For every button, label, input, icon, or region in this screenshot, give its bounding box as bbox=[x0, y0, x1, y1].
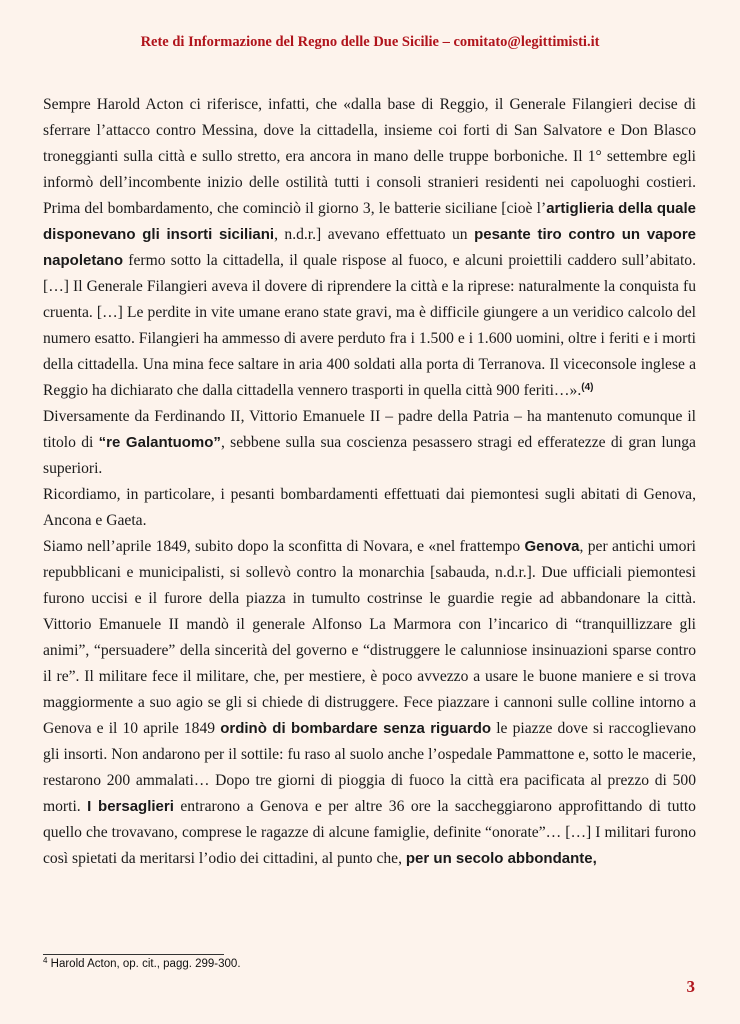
bold-run: per un secolo abbondante, bbox=[405, 850, 597, 867]
paragraph-1 bbox=[43, 92, 696, 404]
text-run: Siamo nell’aprile 1849, subito dopo la sconfitta di Novara, e «nel frattempo bbox=[43, 538, 525, 555]
text-run: , sebbene sulla sua coscienza pesassero stragi ed efferatezze di gran lunga superiori. bbox=[43, 434, 696, 477]
paragraph-2 bbox=[43, 404, 696, 482]
footnote bbox=[43, 958, 241, 970]
page-number: 3 bbox=[686, 977, 695, 996]
bold-run: Genova bbox=[524, 538, 580, 555]
paragraph-4 bbox=[43, 534, 696, 872]
paragraph-3 bbox=[43, 482, 696, 534]
bold-run: I bersaglieri bbox=[87, 798, 174, 815]
text-run: entrarono a Genova e per altre 36 ore la saccheggiarono approfittando di tutto quello che trovavano, comprese le ragazze di alcune famiglie, definite “onorate”… […] I militari furono così spietati da meritarsi l’odio dei cittadini, al punto che, bbox=[43, 798, 696, 867]
bold-run: “re Galantuomo” bbox=[98, 434, 221, 451]
bold-run: artiglieria della quale disponevano gli insorti siciliani bbox=[43, 200, 696, 243]
text-run: Diversamente da Ferdinando II, Vittorio Emanuele II – padre della Patria – ha mantenuto comunque il titolo di bbox=[43, 408, 696, 451]
footnote-reference: (4) bbox=[581, 382, 594, 393]
bold-run: ordinò di bombardare senza riguardo bbox=[220, 720, 492, 737]
text-run: Sempre Harold Acton ci riferisce, infatti, che «dalla base di Reggio, il Generale Filangieri decise di sferrare l’attacco contro Messina, dove la cittadella, insieme coi forti di San Salvatore e Don Blasco troneggianti sulla città e sullo stretto, era ancora in mano delle truppe borboniche. Il 1° settembre egli informò dell’incombente inizio delle ostilità tutti i consoli stranieri residenti nei capoluoghi costieri. Prima del bombardamento, che cominciò il giorno 3, le batterie siciliane [cioè l’ bbox=[43, 96, 696, 217]
body-text bbox=[43, 92, 696, 872]
bold-run: pesante tiro contro un vapore napoletano bbox=[43, 226, 697, 269]
text-run: Ricordiamo, in particolare, i pesanti bombardamenti effettuati dai piemontesi sugli abitati di Genova, Ancona e Gaeta. bbox=[43, 486, 696, 529]
footnote-text: Harold Acton, op. cit., pagg. 299-300. bbox=[47, 958, 241, 970]
text-run: fermo sotto la cittadella, il quale rispose al fuoco, e alcuni proiettili caddero sull’abitato. […] Il Generale Filangieri aveva il dovere di riprendere la città e la riprese: naturalmente la conquista fu cruenta. […] Le perdite in vite umane erano state gravi, ma è difficile giungere a un veridico calcolo del numero esatto. Filangieri ha ammesso di avere perduto fra i 1.500 e i 1.600 uomini, oltre i feriti e i morti della cittadella. Una mina fece saltare in aria 400 soldati alla porta di Terranova. Il viceconsole inglese a Reggio ha dichiarato che dalla cittadella vennero trasporti in quella città 900 feriti…». bbox=[43, 252, 696, 399]
footnote-separator bbox=[43, 954, 224, 955]
footnote-marker: 4 bbox=[43, 956, 48, 965]
page-header: Rete di Informazione del Regno delle Due Sicilie – comitato@legittimisti.it bbox=[140, 34, 600, 50]
text-run: , n.d.r.] avevano effettuato un bbox=[274, 226, 475, 243]
text-run: , per antichi umori repubblicani e municipalisti, si sollevò contro la monarchia [sabauda, n.d.r.]. Due ufficiali piemontesi furono uccisi e il furore della piazza in tumulto costrinse le guardie regie ad abbandonare la città. Vittorio Emanuele II mandò il generale Alfonso La Marmora con l’incarico di “tranquillizzare gli animi”, “persuadere” della sincerità del governo e “distruggere le calunniose insinuazioni sparse contro il re”. Il militare fece il militare, che, per mestiere, è poco avvezzo a usare le buone maniere e si trova maggiormente a suo agio se gli si chiede di distruggere. Fece piazzare i cannoni sulle colline intorno a Genova e il 10 aprile 1849 bbox=[43, 538, 697, 737]
text-run: le piazze dove si raccoglievano gli insorti. Non andarono per il sottile: fu raso al suolo anche l’ospedale Pammattone e, sotto le macerie, restarono 200 ammalati… Dopo tre giorni di pioggia di fuoco la città era pacificata al prezzo di 500 morti. bbox=[43, 720, 696, 815]
